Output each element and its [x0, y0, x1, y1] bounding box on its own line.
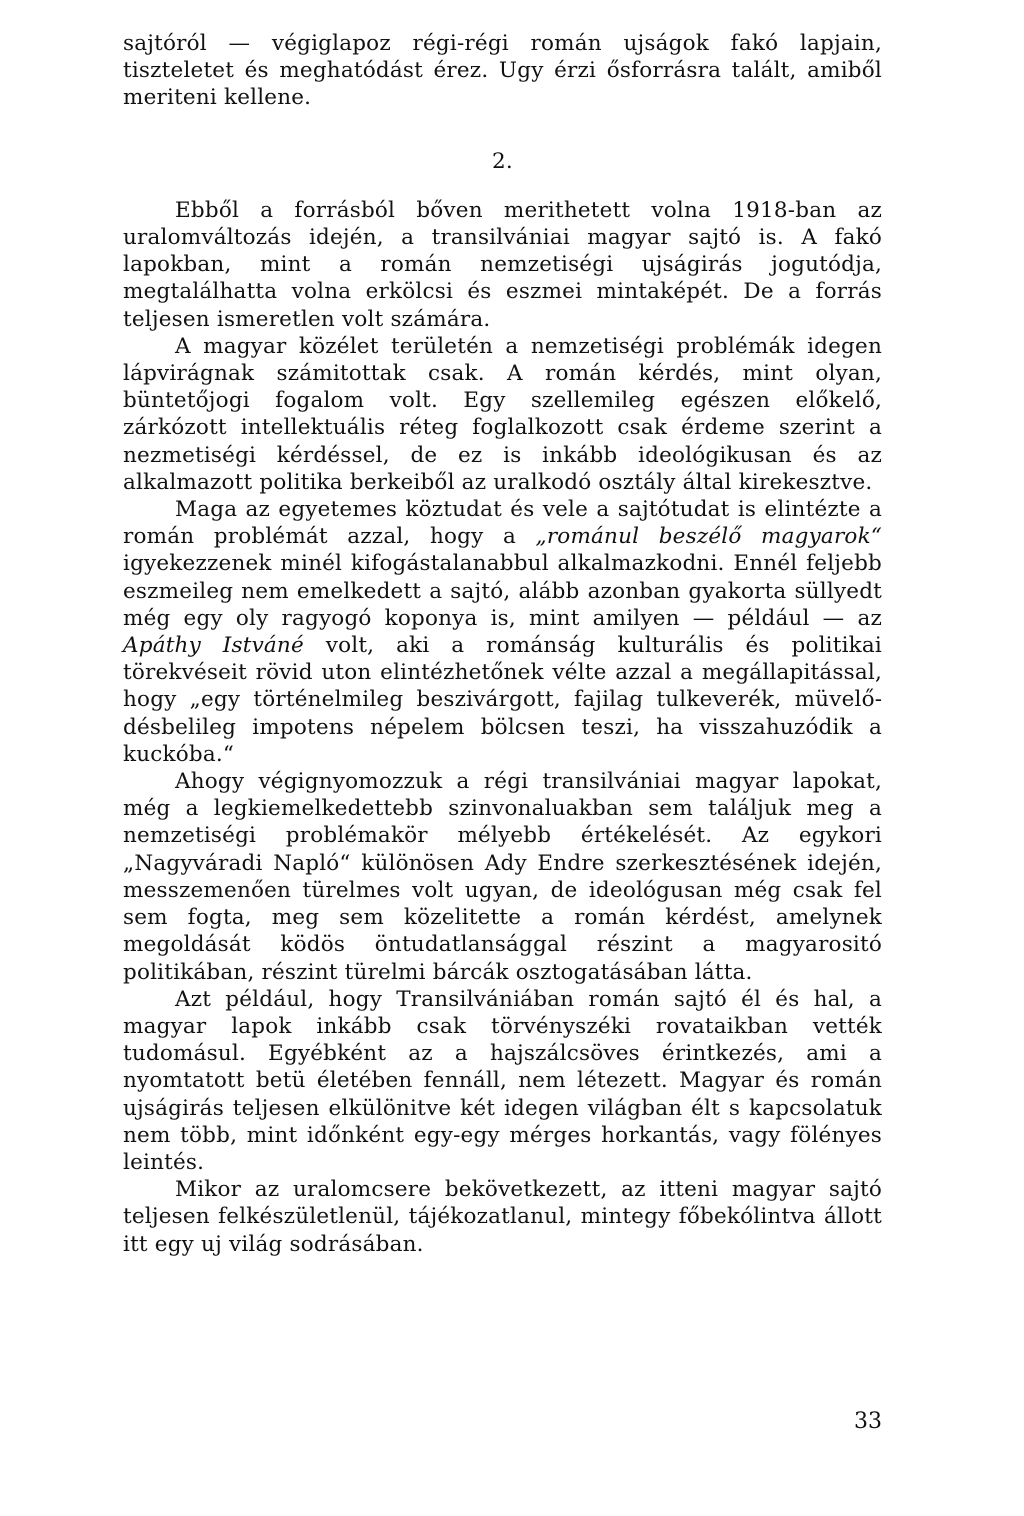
page-body	[123, 30, 882, 1258]
paragraph-3-text-a: Maga az egyetemes köztudat és vele a sajtótudat is elintézte a román problémát azzal, hogy a	[123, 497, 882, 550]
paragraph-6: Mikor az uralomcsere bekövetkezett, az itteni magyar sajtó teljesen felkészületlenül, tájékozatlanul, mintegy főbekólintva állott itt egy uj világ sodrásában.	[123, 1177, 882, 1257]
paragraph-3-text-b: igyekezzenek minél kifogástalanabbul alkalmazkodni. Ennél feljebb eszmeileg nem emelkedett a sajtó, alább azonban gyakorta süllyedt még egy oly ragyogó koponya is, mint amilyen — például — az	[123, 551, 882, 631]
paragraph-continuation: sajtóról — végiglapoz régi-régi román ujságok fakó lapjain, tiszteletet és meghatódást érez. Ugy érzi ősforrásra talált, amiből meriteni kellene.	[123, 31, 882, 111]
paragraph-1: Ebből a forrásból bőven merithetett volna 1918-ban az uralomváltozás idején, a transilvániai magyar sajtó is. A fakó lapokban, mint a román nemzetiségi ujságirás jogutódja, megtalálhatta volna erkölcsi és eszmei mintaképét. De a forrás teljesen ismeretlen volt számára.	[123, 197, 882, 332]
paragraph-4: Ahogy végignyomozzuk a régi transilvániai magyar lapokat, még a legkiemelkedettebb szinvonaluakban sem találjuk meg a nemzetiségi problémakör mélyebb értékelését. Az egykori „Nagyváradi Napló“ különösen Ady Endre szerkesztésének idején, messzemenően türelmes volt ugyan, de ideológusan még csak fel sem fogta, meg sem közelitette a román kérdést, amelynek megoldását ködös öntudatlansággal részint a magyarositó politikában, részint türelmi bárcák osztogatásában látta.	[123, 769, 882, 985]
paragraph-3	[123, 496, 882, 768]
paragraph-2: A magyar közélet területén a nemzetiségi problémák idegen lápvirágnak számitottak csak. A román kérdés, mint olyan, büntetőjogi fogalom volt. Egy szellemileg egészen előkelő, zárkózott intellektuális réteg foglalkozott csak érdeme szerint a nezmetiségi kérdéssel, de ez is inkább ideológikusan és az alkalmazott politika berkeiből az uralkodó osztály által kirekesztve.	[123, 333, 882, 495]
paragraph-5: Azt például, hogy Transilvániában román sajtó él és hal, a magyar lapok inkább csak törvényszéki rovataikban vették tudomásul. Egyébként az a hajszálcsöves érintkezés, ami a nyomtatott betü életében fennáll, nem létezett. Magyar és román ujságirás teljesen elkülönitve két idegen világban élt s kapcsolatuk nem több, mint időnként egy-egy mérges horkantás, vagy fölényes leintés.	[123, 986, 882, 1175]
page-number: 33	[854, 1409, 882, 1434]
paragraph-3-italic-a: „románul beszélő magyarok“	[535, 524, 882, 550]
paragraph-3-italic-b: Apáthy Istváné	[123, 633, 304, 659]
section-number: 2.	[492, 148, 513, 174]
paragraph-3-text-c: volt, aki a románság kulturális és politikai törekvéseit rövid uton elintézhetőnek vélte azzal a megállapitással, hogy „egy történelmileg beszivárgott, fajilag tulkeverék, müvelődésbelileg impotens népelem bölcsen teszi, ha visszahuzódik a kuckóba.“	[123, 633, 882, 767]
